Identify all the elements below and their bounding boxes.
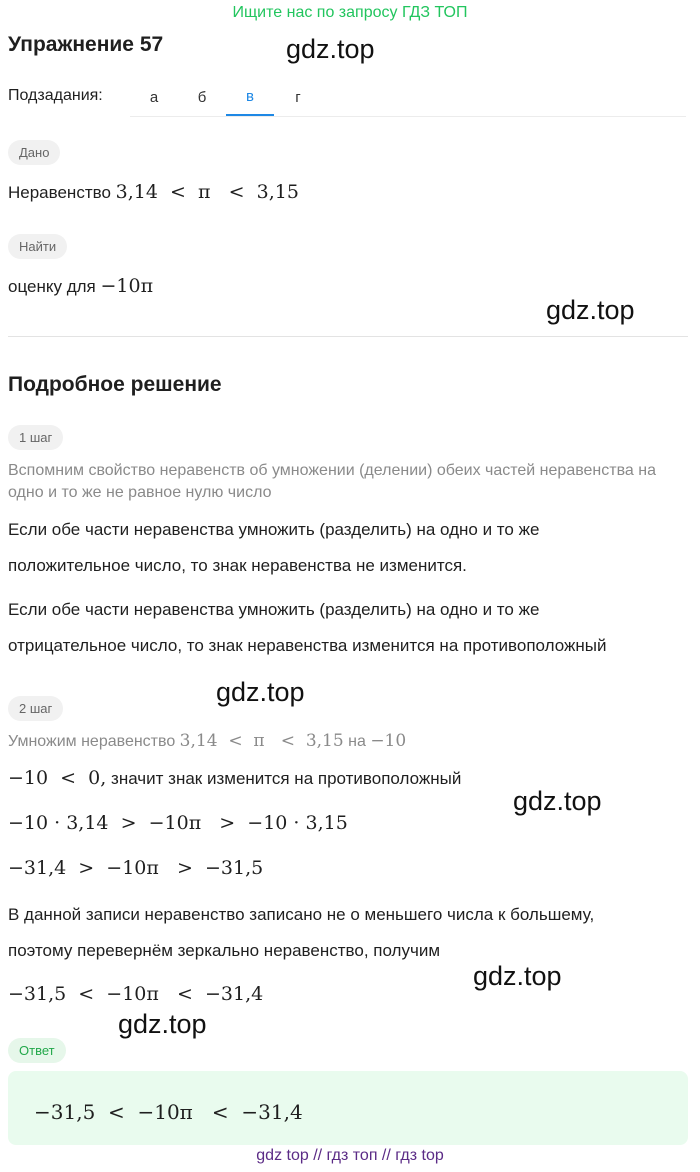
tab-g[interactable]: г: [295, 88, 301, 106]
tab-v[interactable]: в: [226, 78, 274, 116]
step2-p-line2: поэтому перевернём зеркально неравенство, получим: [8, 941, 441, 960]
find-text: оценку для: [8, 277, 96, 296]
step1-badge: 1 шаг: [8, 425, 63, 450]
step2-hint-text: Умножим неравенство: [8, 733, 176, 750]
answer-math: −31,5 < −10π < −31,4: [34, 1100, 303, 1124]
step2-badge: 2 шаг: [8, 696, 63, 721]
given-text: Неравенство: [8, 183, 111, 202]
step2-p-line1: В данной записи неравенство записано не о меньшего числа к большему,: [8, 905, 595, 924]
find-statement: [8, 275, 153, 297]
section-divider: [8, 336, 688, 337]
step1-p1-line2: положительное число, то знак неравенства не изменится.: [8, 556, 467, 575]
footer-links: gdz top // гдз топ // гдз top: [256, 1147, 444, 1164]
step2-line1-math: −10 < 0,: [8, 767, 107, 789]
tab-b[interactable]: б: [197, 88, 207, 106]
watermark: gdz.top: [473, 961, 562, 991]
step1-p1-line1: Если обе части неравенства умножить (разделить) на одно и то же: [8, 520, 540, 539]
step1-p2-line1: Если обе части неравенства умножить (разделить) на одно и то же: [8, 600, 540, 619]
find-math: −10π: [100, 275, 154, 297]
step2-line1-text: значит знак изменится на противоположный: [111, 769, 462, 788]
step2-line2-math: −10 · 3,14 > −10π > −10 · 3,15: [8, 812, 348, 834]
tab-a[interactable]: а: [149, 88, 159, 106]
subtasks-label: Подзадания:: [8, 87, 103, 104]
solution-title: Подробное решение: [8, 373, 222, 396]
step2-hint-mult: −10: [370, 731, 407, 751]
watermark: gdz.top: [286, 34, 375, 64]
given-math: 3,14 < π < 3,15: [115, 181, 299, 203]
step2-line1: [8, 767, 461, 789]
watermark: gdz.top: [546, 295, 635, 325]
step1-hint-line2: одно и то же не равное нулю число: [8, 484, 272, 501]
given-statement: [8, 181, 299, 203]
watermark: gdz.top: [513, 786, 602, 816]
step2-hint-on: на: [348, 733, 366, 750]
watermark: gdz.top: [216, 677, 305, 707]
answer-badge: Ответ: [8, 1038, 66, 1063]
subtask-tabs: [130, 78, 322, 116]
step2-hint: [8, 731, 406, 751]
step2-line3-math: −31,4 > −10π > −31,5: [8, 857, 264, 879]
page-title: Упражнение 57: [8, 33, 164, 56]
step2-line4-math: −31,5 < −10π < −31,4: [8, 983, 264, 1005]
step2-hint-math: 3,14 < π < 3,15: [179, 731, 344, 751]
tabs-divider: [130, 116, 686, 117]
watermark: gdz.top: [118, 1009, 207, 1039]
search-banner: Ищите нас по запросу ГДЗ ТОП: [232, 4, 468, 21]
given-badge: Дано: [8, 140, 60, 165]
find-badge: Найти: [8, 234, 67, 259]
step1-p2-line2: отрицательное число, то знак неравенства изменится на противоположный: [8, 636, 607, 655]
step1-hint-line1: Вспомним свойство неравенств об умножении (делении) обеих частей неравенства на: [8, 462, 656, 479]
